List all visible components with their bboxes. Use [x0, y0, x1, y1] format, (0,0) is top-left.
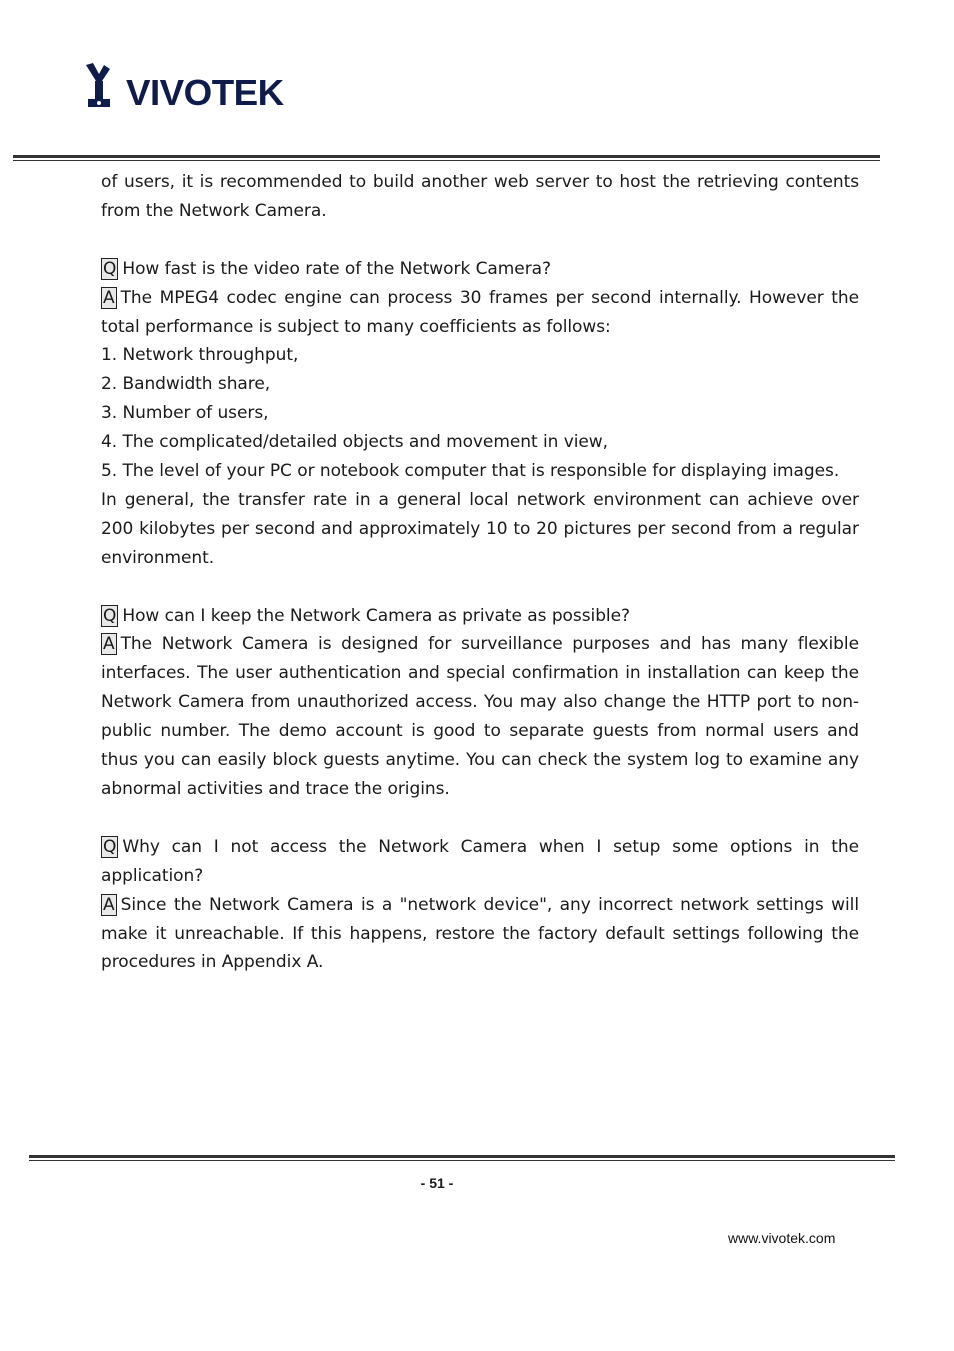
question-1 [101, 255, 859, 284]
answer-3 [101, 891, 859, 978]
question-text: Why can I not access the Network Camera when I setup some options in the application? [101, 836, 859, 886]
answer-marker: A [103, 634, 115, 655]
answer-2 [101, 630, 859, 803]
answer-marker: A [103, 894, 115, 915]
answer-text: The MPEG4 codec engine can process 30 frames per second internally. However the total performance is subject to many coefficients as follows: [101, 287, 859, 337]
question-marker: Q [103, 258, 117, 279]
header-divider [13, 155, 880, 161]
question-text: How can I keep the Network Camera as private as possible? [122, 605, 630, 626]
question-marker: Q [103, 605, 117, 626]
page-content [101, 168, 859, 977]
camera-logo-icon [84, 61, 128, 111]
list-item: 2. Bandwidth share, [101, 374, 271, 395]
vivotek-logo [84, 61, 292, 111]
list-item: 3. Number of users, [101, 403, 269, 424]
footer-url: www.vivotek.com [728, 1230, 836, 1246]
list-item: 1. Network throughput, [101, 345, 299, 366]
answer-text: Since the Network Camera is a "network device", any incorrect network settings will make it unreachable. If this happens, restore the factory default settings following the procedures in Appendix A. [101, 894, 859, 973]
question-text: How fast is the video rate of the Network Camera? [122, 258, 551, 279]
list-item: 5. The level of your PC or notebook computer that is responsible for displaying images. [101, 461, 840, 482]
footer-divider [29, 1155, 895, 1161]
answer-1 [101, 284, 859, 342]
list-item: 4. The complicated/detailed objects and movement in view, [101, 432, 609, 453]
answer-text: The Network Camera is designed for surveillance purposes and has many flexible interfaces. The user authentication and special confirmation in installation can keep the Network Camera from unauthorized access. You may also change the HTTP port to non-public number. The demo account is good to separate guests from normal users and thus you can easily block guests anytime. You can check the system log to examine any abnormal activities and trace the origins. [101, 634, 859, 799]
page-number: - 51 - [420, 1175, 454, 1191]
logo-wordmark: VIVOTEK [126, 72, 284, 113]
answer-marker: A [103, 287, 115, 308]
question-3 [101, 833, 859, 891]
answer-1-tail: In general, the transfer rate in a general local network environment can achieve over 200 kilobytes per second and approximately 10 to 20 pictures per second from a regular environment. [101, 489, 859, 568]
intro-paragraph: of users, it is recommended to build another web server to host the retrieving contents from the Network Camera. [101, 172, 859, 221]
question-marker: Q [103, 836, 117, 857]
question-2 [101, 602, 859, 631]
